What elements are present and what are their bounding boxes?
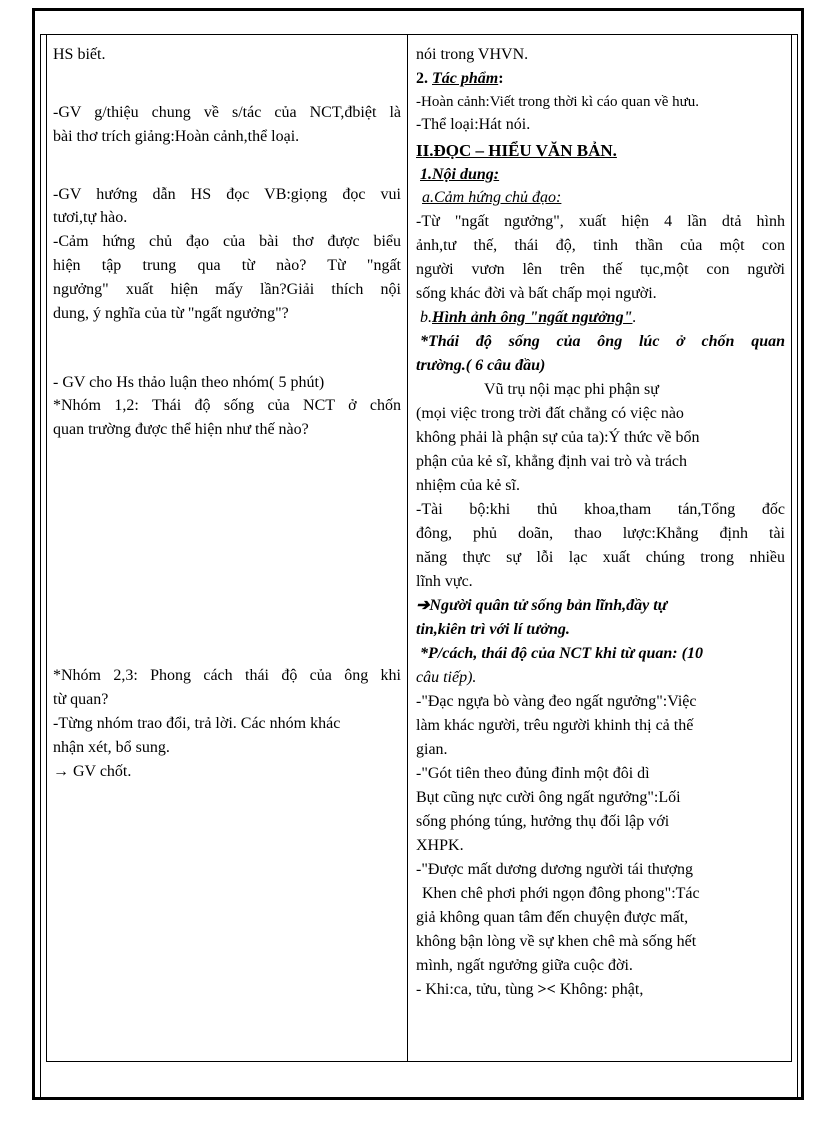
right-line: -Thể loại:Hát nói. bbox=[416, 116, 531, 133]
right-line: không phải là phận sự của ta):Ý thức về bổn bbox=[416, 429, 700, 446]
right-line: tin,kiên trì với lí tưởng. bbox=[416, 621, 570, 638]
left-line: -Cảm hứng chủ đạo của bài thơ được biểu bbox=[53, 233, 401, 250]
right-arrow-icon: → bbox=[53, 763, 69, 780]
left-line: quan trường được thể hiện như thế nào? bbox=[53, 421, 309, 438]
right-line: sống khác đời và bất chấp mọi người. bbox=[416, 285, 657, 302]
left-line: *Nhóm 2,3: Phong cách thái độ của ông khi bbox=[53, 667, 401, 684]
left-line: - GV cho Hs thảo luận theo nhóm( 5 phút) bbox=[53, 374, 325, 391]
left-line: dung, ý nghĩa của từ "ngất ngưởng"? bbox=[53, 305, 289, 322]
left-line: từ quan? bbox=[53, 691, 109, 708]
right-line: -"Đạc ngựa bò vàng đeo ngất ngưởng":Việc bbox=[416, 693, 697, 710]
right-line: nói trong VHVN. bbox=[416, 46, 529, 63]
right-line: XHPK. bbox=[416, 837, 464, 854]
left-line: ngưởng" xuất hiện mấy lần?Giải thích nội bbox=[53, 281, 401, 298]
left-line: *Nhóm 1,2: Thái độ sống của NCT ở chốn bbox=[53, 397, 401, 414]
subsection-heading: a.Cảm hứng chủ đạo: bbox=[422, 189, 562, 206]
right-line: -"Được mất dương dương người tái thượng bbox=[416, 861, 694, 878]
teacher-activities-column bbox=[46, 34, 408, 1062]
right-line: không bận lòng về sự khen chê mà sống hết bbox=[416, 933, 697, 950]
right-line: người vươn lên trên thế tục,một con người bbox=[416, 261, 785, 278]
right-line: Bụt cũng nực cười ông ngất ngưởng":Lối bbox=[416, 789, 681, 806]
right-line: đông, phủ doãn, thao lược:Khẳng định tài bbox=[416, 525, 785, 542]
right-line: năng thực sự lỗi lạc xuất chúng trong nhiều bbox=[416, 549, 785, 566]
right-line: mình, ngất ngưởng giữa cuộc đời. bbox=[416, 957, 633, 974]
section-heading: II.ĐỌC – HIỂU VĂN BẢN. bbox=[416, 141, 617, 160]
left-line: -GV hướng dẫn HS đọc VB:giọng đọc vui bbox=[53, 186, 401, 203]
lesson-content-column bbox=[407, 34, 792, 1062]
left-line: nhận xét, bổ sung. bbox=[53, 739, 170, 756]
right-line: gian. bbox=[416, 741, 448, 758]
subsection-heading: b.Hình ảnh ông "ngất ngưởng". bbox=[420, 309, 637, 326]
right-line: - Khi:ca, tửu, tùng >< Không: phật, bbox=[416, 981, 644, 998]
right-line: -Hoàn cảnh:Viết trong thời kì cáo quan về hưu. bbox=[416, 94, 700, 110]
section-heading: 2. Tác phẩm: bbox=[416, 70, 504, 87]
right-line: phận của kẻ sĩ, khẳng định vai trò và trách bbox=[416, 453, 688, 470]
left-line: hiện tập trung qua từ nào? Từ "ngất bbox=[53, 257, 401, 274]
right-line: ➔Người quân tử sống bản lĩnh,đầy tự bbox=[416, 597, 668, 614]
right-line: -Tài bộ:khi thủ khoa,tham tán,Tổng đốc bbox=[416, 501, 785, 518]
left-line: bài thơ trích giảng:Hoàn cảnh,thể loại. bbox=[53, 128, 300, 145]
left-line: HS biết. bbox=[53, 46, 106, 63]
right-line: Khen chê phơi phới ngọn đông phong":Tác bbox=[422, 885, 700, 902]
right-line: giả không quan tâm đến chuyện được mất, bbox=[416, 909, 689, 926]
right-line: trường.( 6 câu đầu) bbox=[416, 357, 546, 374]
right-line: lĩnh vực. bbox=[416, 573, 473, 590]
right-line: ảnh,tư thế, thái độ, tinh thần của một con bbox=[416, 237, 785, 254]
right-line: sống phóng túng, hưởng thụ đối lập với bbox=[416, 813, 670, 830]
subsection-heading: 1.Nội dung: bbox=[420, 166, 500, 183]
left-line: -GV g/thiệu chung về s/tác của NCT,đbiệt là bbox=[53, 104, 401, 121]
arrow-icon: ➔ bbox=[416, 597, 430, 614]
left-line: -Từng nhóm trao đổi, trả lời. Các nhóm khác bbox=[53, 715, 341, 732]
left-line: tươi,tự hào. bbox=[53, 209, 128, 226]
poem-line: Vũ trụ nội mạc phi phận sự bbox=[484, 381, 659, 398]
right-line: nhiệm của kẻ sĩ. bbox=[416, 477, 520, 494]
right-line: câu tiếp). bbox=[416, 669, 477, 686]
right-line: -Từ "ngất ngưởng", xuất hiện 4 lần dtả hình bbox=[416, 213, 785, 230]
left-line: → GV chốt. bbox=[53, 763, 132, 780]
right-line: *P/cách, thái độ của NCT khi từ quan: (10 bbox=[420, 645, 703, 662]
right-line: làm khác người, trêu người khinh thị cả thế bbox=[416, 717, 694, 734]
right-line: *Thái độ sống của ông lúc ở chốn quan bbox=[420, 333, 785, 350]
right-line: (mọi việc trong trời đất chẳng có việc nào bbox=[416, 405, 684, 422]
right-line: -"Gót tiên theo đủng đỉnh một đôi dì bbox=[416, 765, 650, 782]
